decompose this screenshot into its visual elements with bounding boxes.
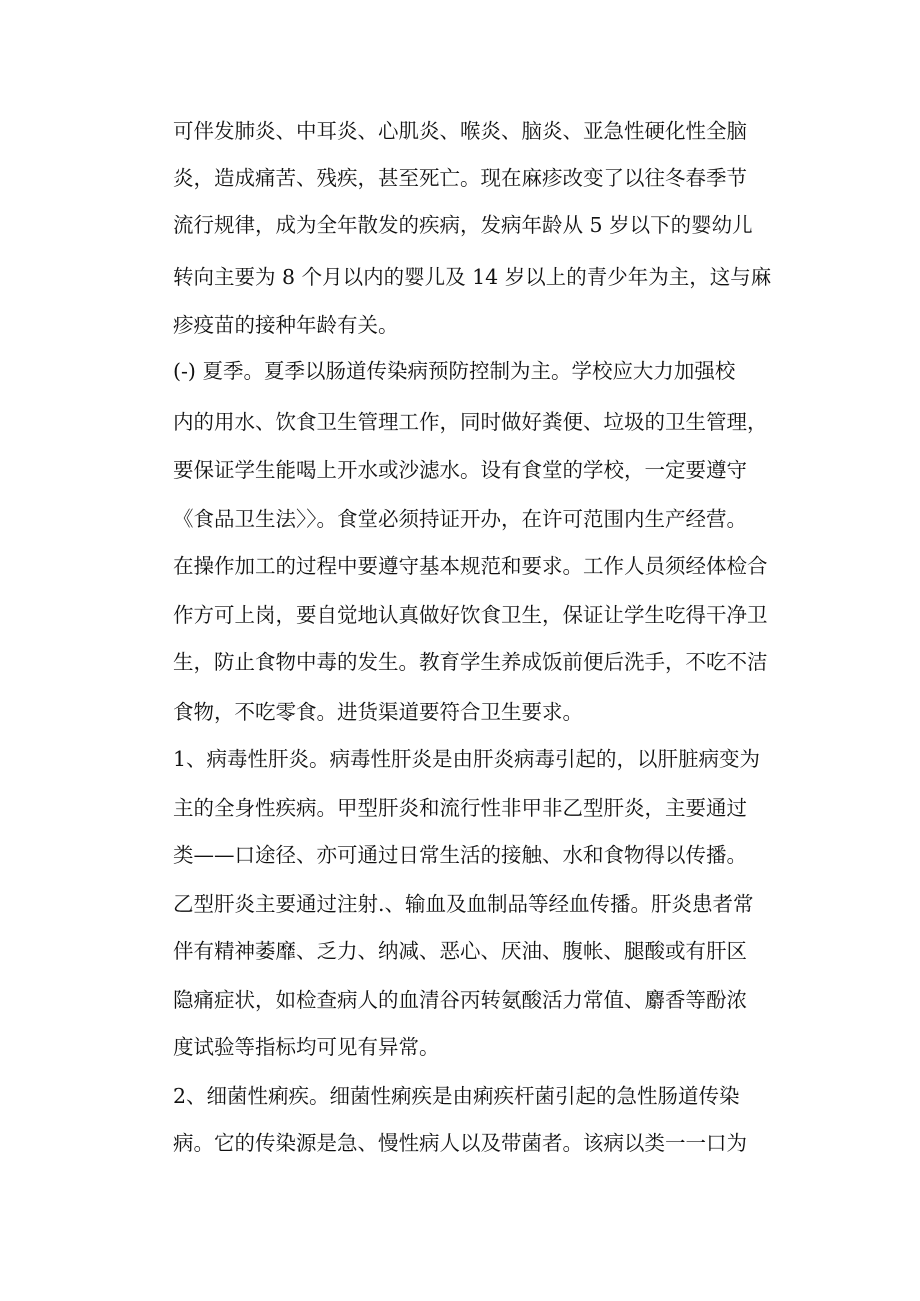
text-line: 食物，不吃零食。进货渠道要符合卫生要求。	[173, 700, 583, 724]
text-line: (-) 夏季。夏季以肠道传染病预防控制为主。学校应大力加强校	[173, 359, 736, 383]
text-line: 2、细菌性痢疾。细菌性痢疾是由痢疾杆菌引起的急性肠道传染	[173, 1084, 740, 1108]
text-line: 《食品卫生法〉〉。食堂必须持证开办，在许可范围内生产经营。	[173, 507, 747, 531]
text-line: 可伴发肺炎、中耳炎、心肌炎、喉炎、脑炎、亚急性硬化性全脑	[173, 119, 747, 143]
text-line: 在操作加工的过程中要遵守基本规范和要求。工作人员须经体检合	[173, 554, 768, 578]
text-line: 病。它的传染源是急、慢性病人以及带菌者。该病以类一一口为	[173, 1131, 747, 1155]
text-line: 乙型肝炎主要通过注射.、输血及血制品等经血传播。肝炎患者常	[173, 892, 754, 916]
text-line: 炎，造成痛苦、残疾，甚至死亡。现在麻疹改变了以往冬春季节	[173, 166, 747, 190]
text-line: 隐痛症状，如检查病人的血清谷丙转氨酸活力常值、麝香等酚浓	[173, 988, 747, 1012]
text-line: 疹疫苗的接种年龄有关。	[173, 313, 399, 337]
text-line: 类——口途径、亦可通过日常生活的接触、水和食物得以传播。	[173, 843, 747, 867]
text-line: 作方可上岗，要自觉地认真做好饮食卫生，保证让学生吃得干净卫	[173, 603, 768, 627]
text-line: 转向主要为 8 个月以内的婴儿及 14 岁以上的青少年为主，这与麻	[173, 265, 772, 289]
text-line: 1、病毒性肝炎。病毒性肝炎是由肝炎病毒引起的，以肝脏病变为	[173, 747, 761, 771]
text-line: 度试验等指标均可见有异常。	[173, 1035, 440, 1059]
text-line: 生，防止食物中毒的发生。教育学生养成饭前便后洗手，不吃不洁	[173, 650, 768, 674]
text-line: 要保证学生能喝上开水或沙滤水。设有食堂的学校，一定要遵守	[173, 458, 747, 482]
text-line: 内的用水、饮食卫生管理工作，同时做好粪便、垃圾的卫生管理，	[173, 410, 768, 434]
text-line: 流行规律，成为全年散发的疾病，发病年龄从 5 岁以下的婴幼儿	[173, 213, 753, 237]
text-line: 伴有精神萎靡、乏力、纳减、恶心、厌油、腹帐、腿酸或有肝区	[173, 939, 747, 963]
text-line: 主的全身性疾病。甲型肝炎和流行性非甲非乙型肝炎，主要通过	[173, 796, 747, 820]
